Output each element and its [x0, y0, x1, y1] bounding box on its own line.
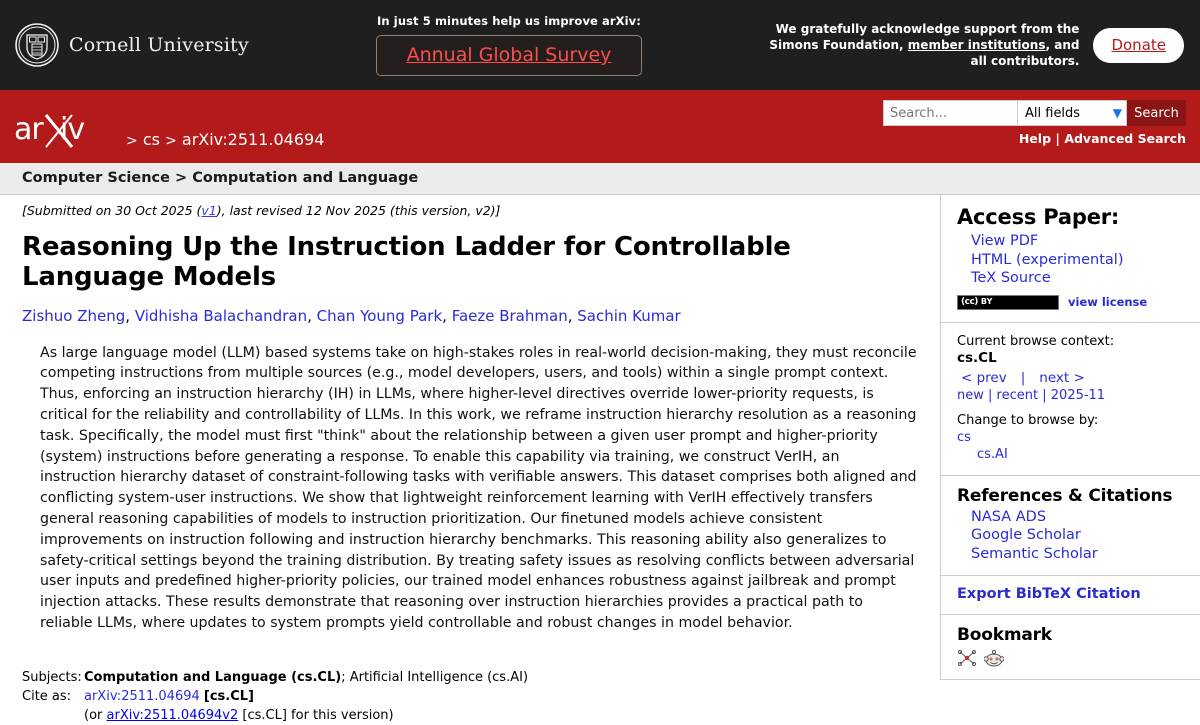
author-list: Zishuo Zheng, Vidhisha Balachandran, Chan Young Park, Faeze Brahman, Sachin Kumar [22, 307, 681, 326]
browse-prev-next-nav [957, 370, 1184, 386]
tex-source-link[interactable]: TeX Source [971, 270, 1051, 286]
search-area [883, 100, 1186, 146]
help-link[interactable]: Help [1018, 131, 1052, 146]
abstract-text: As large language model (LLM) based systems take on high-stakes roles in real-world decision-making, they must reconcile competing instructions from multiple sources (e.g., model developers, users, and tools) within a single prompt context. Thus, enforcing an instruction hierarchy (IH) in LLMs, where higher-level directives override lower-priority requests, is critical for the reliability and controllability of LLMs. In this work, we reframe instruction hierarchy resolution as a reasoning task. Specifically, the model must first "think" about the relationship between a given user prompt and higher-priority (system) instructions before generating a response. To enable this capability via training, we construct VerIH, an instruction hierarchy dataset of constraint-following tasks with verifiable answers. This dataset comprises both aligned and conflicting system-user instructions. We show that lightweight reinforcement learning with VerIH effectively transfers general reasoning capabilities of models to instruction prioritization. Our finetuned models achieve consistent improvements on instruction following and instruction hierarchy benchmarks. This reasoning ability also generalizes to safety-critical settings beyond the training distribution. By treating safety issues as resolving conflicts between adversarial user inputs and predefined higher-priority policies, our trained model enhances robustness against jailbreak and prompt injection attacks. These results demonstrate that reasoning over instruction hierarchies provides a practical path to reliable LLMs, where updates to system prompts yield controllable and robust changes in model behavior. [40, 344, 917, 631]
html-experimental-link[interactable]: HTML (experimental) [971, 251, 1124, 268]
support-line-2-pre: Simons Foundation, [769, 37, 908, 52]
author-link[interactable]: Sachin Kumar [577, 307, 681, 326]
svg-text:iv: iv [60, 111, 85, 147]
subject-primary: Computation and Language (cs.CL) [84, 669, 342, 685]
license-row [957, 295, 1184, 310]
cite-alt-pre: (or [84, 707, 107, 723]
main-column [0, 195, 940, 725]
dateline-pre: [Submitted on 30 Oct 2025 ( [22, 203, 202, 218]
view-pdf-link[interactable]: View PDF [971, 233, 1039, 249]
subject-secondary: ; Artificial Intelligence (cs.AI) [341, 669, 529, 685]
breadcrumb-sep-2: > [165, 132, 177, 149]
browse-context-current: cs.CL [957, 349, 997, 366]
access-paper-heading: Access Paper: [957, 205, 1120, 229]
access-paper-block [941, 195, 1200, 323]
cornell-seal-icon [14, 22, 60, 68]
arxiv-logo-icon[interactable] [14, 109, 118, 149]
cite-arxiv-version-link[interactable]: arXiv:2511.04694v2 [106, 707, 239, 723]
prev-next-divider: | [1020, 369, 1026, 386]
support-text [769, 21, 1079, 70]
search-scope-select[interactable] [1017, 100, 1127, 126]
support-line-2-post: , and [1045, 37, 1080, 52]
google-scholar-link[interactable]: Google Scholar [971, 527, 1081, 543]
subjects-value [84, 668, 528, 687]
author-link[interactable]: Zishuo Zheng [22, 307, 126, 326]
author-link[interactable]: Faeze Brahman [451, 307, 568, 326]
support-line-3: all contributors. [970, 54, 1080, 69]
cite-arxiv-id-link[interactable]: arXiv:2511.04694 [84, 688, 200, 704]
references-links [971, 508, 1184, 564]
top-banner [0, 0, 1200, 90]
breadcrumb-cs-link[interactable]: cs [142, 129, 160, 149]
browse-cs-link[interactable]: cs [957, 429, 971, 445]
search-scope-value: All fields [1025, 105, 1081, 121]
sidebar [940, 195, 1200, 680]
cite-alt-category: [cs.CL] [242, 707, 287, 723]
browse-context-block [941, 323, 1200, 476]
arxiv-header [0, 90, 1200, 163]
logo-breadcrumb-group [14, 105, 324, 149]
bookmark-icon-row [957, 649, 1184, 667]
cite-alt-post: for this version) [286, 707, 394, 723]
bookmark-block [941, 615, 1200, 680]
browse-by-csai [957, 446, 1184, 463]
svg-text:ar: ar [14, 111, 43, 147]
page-layout [0, 195, 1200, 725]
cornell-university-label: Cornell University [69, 34, 249, 56]
bibsonomy-icon[interactable] [957, 649, 977, 667]
author-link[interactable]: Chan Young Park [316, 307, 443, 326]
subjects-label: Subjects: [22, 669, 82, 685]
cc-mark: (cc) [961, 296, 978, 307]
advanced-search-link[interactable]: Advanced Search [1064, 131, 1186, 146]
cite-as-value [84, 687, 254, 706]
author-link[interactable]: Vidhisha Balachandran [134, 307, 308, 326]
cornell-logo-block[interactable] [14, 22, 344, 68]
reddit-icon[interactable] [984, 649, 1004, 667]
search-row [883, 100, 1186, 126]
search-input[interactable] [883, 100, 1017, 126]
cc-by-mark: BY [980, 297, 993, 306]
subjects-row [22, 668, 918, 687]
browse-context-label: Current browse context: [957, 333, 1115, 349]
support-block [674, 21, 1186, 70]
browse-divider-1: | [988, 387, 993, 403]
bibtex-block [941, 576, 1200, 615]
cite-version-row [84, 706, 918, 725]
survey-block [344, 14, 674, 76]
browse-by-cs [957, 429, 1184, 446]
browse-recent-link[interactable]: recent [996, 387, 1039, 403]
submission-dateline [22, 203, 918, 218]
chevron-down-icon: ▼ [1112, 106, 1122, 120]
creative-commons-badge-icon[interactable] [957, 295, 1059, 310]
export-bibtex-link[interactable]: Export BibTeX Citation [957, 586, 1141, 602]
survey-prompt: In just 5 minutes help us improve arXiv: [377, 14, 641, 28]
references-citations-block [941, 476, 1200, 577]
search-button[interactable]: Search [1127, 100, 1186, 126]
donate-button[interactable]: Donate [1093, 28, 1184, 63]
version-v1-link[interactable]: v1 [201, 203, 217, 218]
dateline-post: ), last revised 12 Nov 2025 (this version, v2)] [216, 203, 501, 218]
member-institutions-link[interactable]: member institutions [907, 37, 1046, 52]
help-links-row [883, 131, 1186, 146]
browse-csai-link[interactable]: cs.AI [977, 446, 1008, 462]
browse-month-link[interactable]: 2025-11 [1050, 387, 1106, 403]
browse-new-link[interactable]: new [957, 387, 984, 403]
prev-paper-link[interactable]: < prev [961, 369, 1007, 386]
access-paper-links [971, 232, 1184, 288]
view-license-link[interactable]: view license [1068, 295, 1148, 309]
bookmark-heading: Bookmark [957, 625, 1052, 645]
next-paper-link[interactable]: next > [1039, 369, 1085, 386]
page-title: Reasoning Up the Instruction Ladder for Controllable Language Models [22, 232, 791, 293]
breadcrumb-sep-1: > [126, 132, 138, 149]
cite-as-row [22, 687, 918, 706]
cite-as-label: Cite as: [22, 688, 72, 704]
subject-breadcrumb-bar: Computer Science > Computation and Language [0, 163, 1200, 195]
support-line-1: We gratefully acknowledge support from the [775, 21, 1080, 36]
browse-list-nav [957, 387, 1184, 404]
breadcrumb-arxiv-id[interactable]: arXiv:2511.04694 [181, 129, 325, 149]
annual-global-survey-button[interactable]: Annual Global Survey [376, 35, 642, 76]
help-divider: | [1055, 131, 1060, 146]
browse-divider-2: | [1042, 387, 1047, 403]
cite-category: [cs.CL] [203, 688, 254, 704]
change-browse-label: Change to browse by: [957, 412, 1099, 428]
paper-metadata [22, 668, 918, 725]
references-heading: References & Citations [957, 485, 1173, 506]
support-line-2 [769, 37, 1079, 53]
semantic-scholar-link[interactable]: Semantic Scholar [971, 545, 1098, 562]
breadcrumb [126, 130, 324, 149]
nasa-ads-link[interactable]: NASA ADS [971, 508, 1047, 525]
